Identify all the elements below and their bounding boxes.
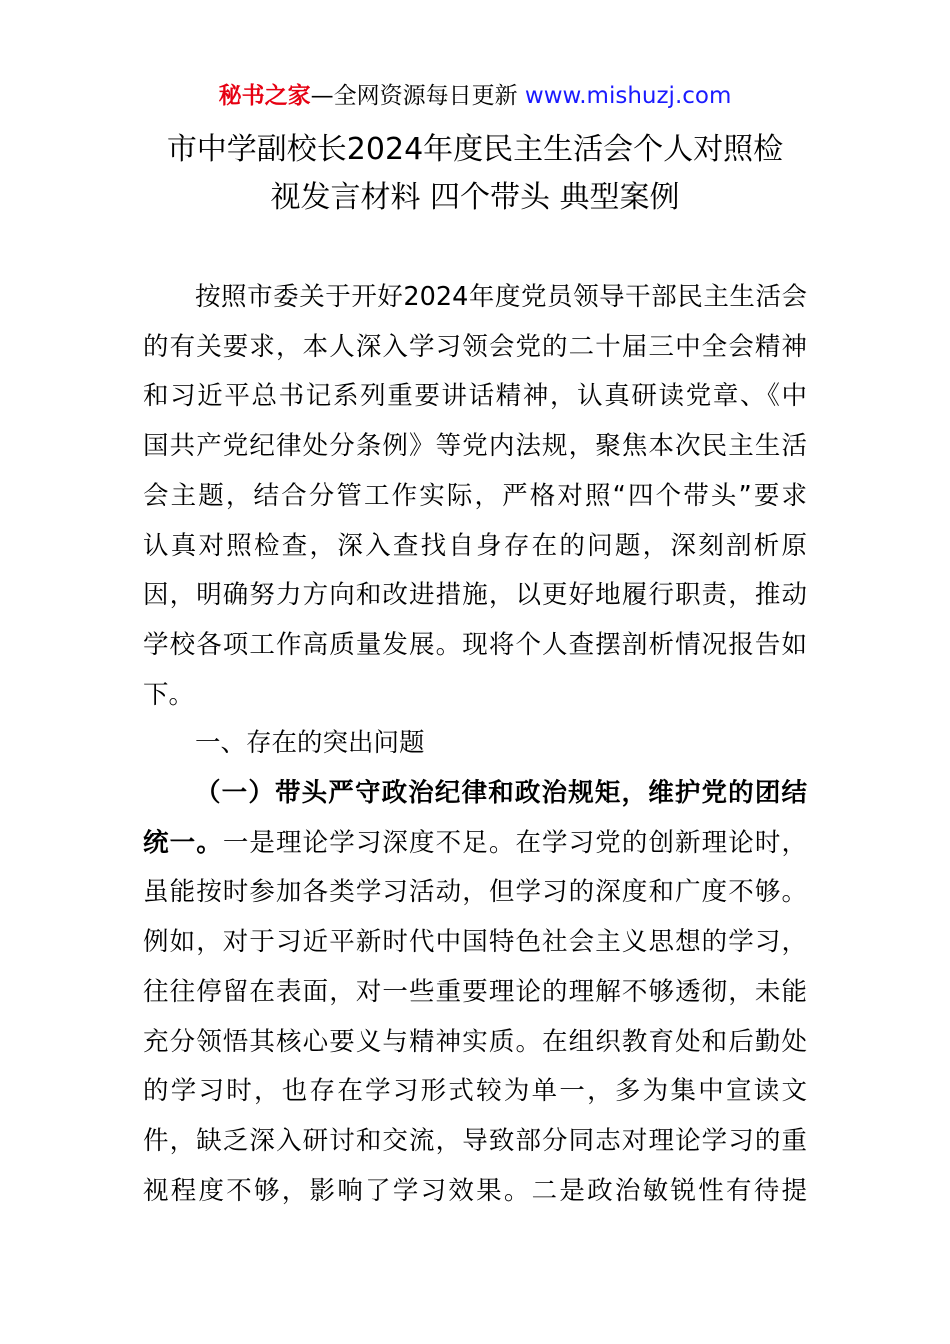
intro-line: 会主题，结合分管工作实际，严格对照“四个带头”要求 [143,480,807,511]
title-line-1: 市中学副校长2024年度民主生活会个人对照检 [166,132,784,167]
intro-line: 认真对照检查，深入查找自身存在的问题，深刻剖析原 [143,530,807,561]
intro-paragraph [143,273,807,720]
subsection-line-rest: 一是理论学习深度不足。在学习党的创新理论时， [222,827,807,858]
subsection-line: 例如，对于习近平新时代中国特色社会主义思想的学习， [143,927,807,958]
subsection-paragraph [143,769,807,1216]
intro-line: 按照市委关于开好2024年度党员领导干部民主生活会 [195,282,807,312]
site-tagline: —全网资源每日更新 [310,83,525,109]
title-line-2: 视发言材料 四个带头 典型案例 [270,180,680,215]
subsection-line [143,819,807,869]
subsection-line: 充分领悟其核心要义与精神实质。在组织教育处和后勤处 [143,1026,807,1057]
intro-line: 下。 [143,679,195,710]
subsection-line: 往往停留在表面，对一些重要理论的理解不够透彻，未能 [143,976,807,1007]
brand-name: 秘书之家 [218,83,311,109]
subsection-line: 视程度不够，影响了学习效果。二是政治敏锐性有待提 [143,1175,807,1206]
intro-line: 学校各项工作高质量发展。现将个人查摆剖析情况报告如 [143,629,807,660]
subsection-heading-line: （一）带头严守政治纪律和政治规矩，维护党的团结 [195,778,807,808]
document-title [100,126,850,222]
intro-line: 因，明确努力方向和改进措施，以更好地履行职责，推动 [143,580,807,611]
subsection-line: 虽能按时参加各类学习活动，但学习的深度和广度不够。 [143,877,807,908]
site-url-link[interactable]: www.mishuzj.com [524,83,732,109]
subsection-heading-end: 统一。 [143,827,223,858]
intro-line: 国共产党纪律处分条例》等党内法规，聚焦本次民主生活 [143,431,807,462]
intro-line: 和习近平总书记系列重要讲话精神，认真研读党章、《中 [143,381,807,412]
subsection-line: 件，缺乏深入研讨和交流，导致部分同志对理论学习的重 [143,1125,807,1156]
subsection-line: 的学习时，也存在学习形式较为单一，多为集中宣读文 [143,1076,807,1107]
section-heading: 一、存在的突出问题 [195,728,425,758]
intro-line: 的有关要求，本人深入学习领会党的二十届三中全会精神 [143,331,807,362]
site-header [0,80,950,112]
